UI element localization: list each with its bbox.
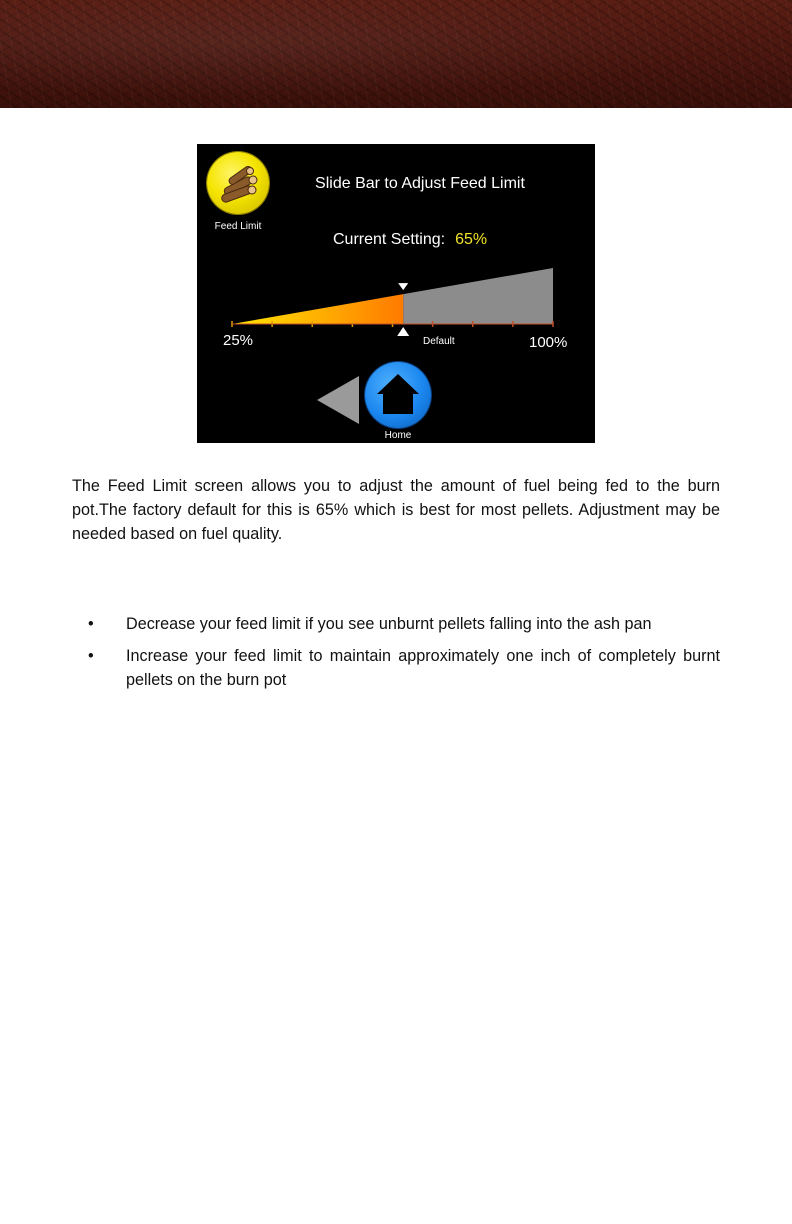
bullet-icon: • [88, 647, 94, 665]
slider-default-label: Default [423, 336, 455, 347]
screen-title: Slide Bar to Adjust Feed Limit [315, 175, 525, 192]
feed-limit-description: The Feed Limit screen allows you to adjust the amount of fuel being fed to the burn pot.The factory default for this is 65% which is best for most pellets. Adjustment may be needed based on fuel quality. [72, 477, 720, 543]
feed-limit-caption: Feed Limit [214, 221, 262, 232]
list-item [72, 612, 720, 636]
house-icon [365, 362, 431, 428]
adjustment-tips-list [72, 612, 720, 700]
slider-max-label: 100% [529, 334, 568, 351]
home-button[interactable] [365, 362, 431, 428]
list-item-text: Decrease your feed limit if you see unburnt pellets falling into the ash pan [126, 615, 652, 633]
leather-header-banner [0, 0, 792, 108]
current-setting-label: Current Setting: [333, 231, 446, 248]
feed-limit-screen [197, 144, 595, 443]
home-caption: Home [384, 430, 412, 441]
default-position-marker [397, 327, 409, 336]
current-position-marker[interactable] [398, 283, 408, 290]
list-item-text: Increase your feed limit to maintain approximately one inch of completely burnt pellets on the burn pot [126, 647, 720, 689]
slider-unfilled-track[interactable] [403, 268, 553, 324]
bullet-icon: • [88, 615, 94, 633]
slider-min-label: 25% [223, 332, 254, 349]
back-arrow-icon[interactable] [317, 376, 359, 424]
current-setting-value: 65% [455, 231, 488, 248]
slider-filled-track[interactable] [232, 294, 403, 324]
list-item [72, 644, 720, 692]
